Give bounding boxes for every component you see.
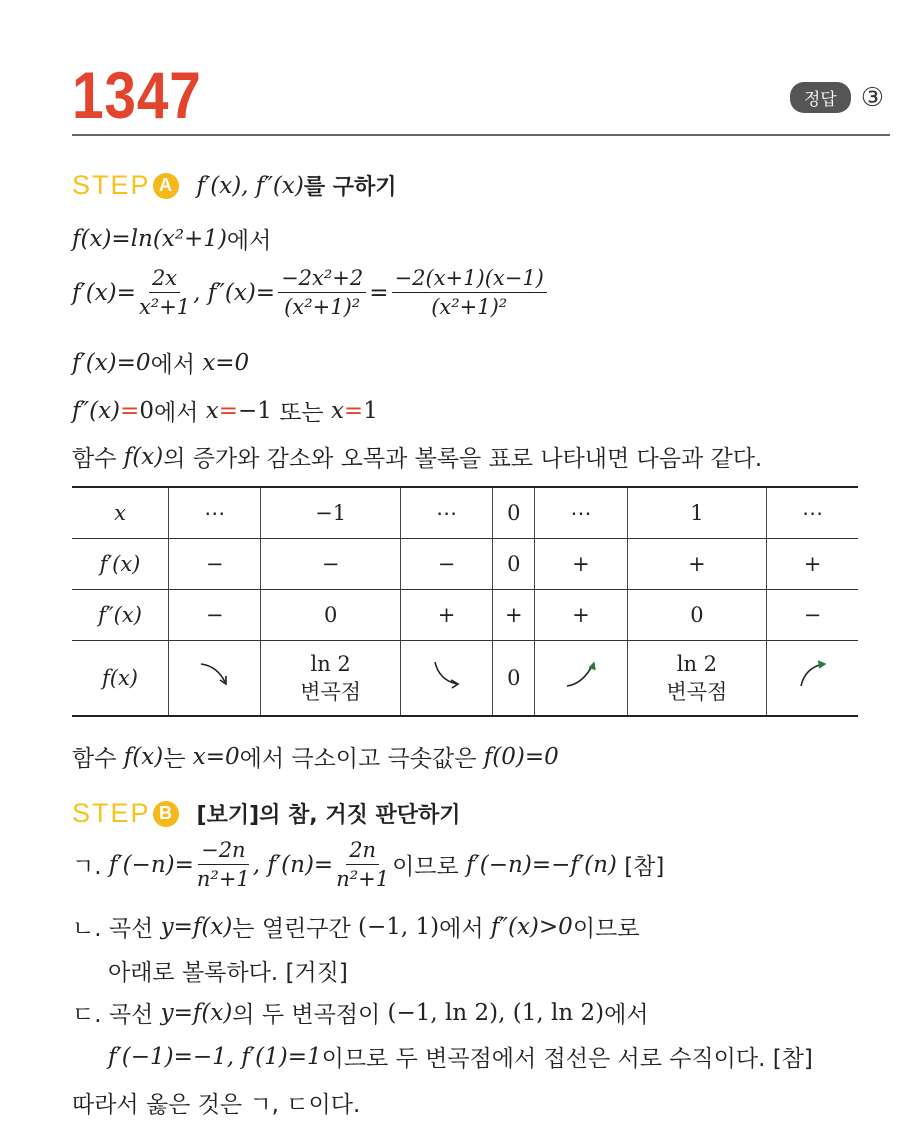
table-cell: − xyxy=(767,590,858,641)
table-cell: 0 xyxy=(627,590,766,641)
problem-number: 1347 xyxy=(72,58,202,132)
step-a-title-math: f′(x), f″(x) xyxy=(196,172,304,199)
table-row-x xyxy=(72,487,858,539)
step-label: STEP xyxy=(72,170,151,200)
fpp-numerator-2: −2(x+1)(x−1) xyxy=(392,266,547,293)
table-cell: 0 xyxy=(493,487,535,539)
table-row-f xyxy=(72,641,858,717)
item-n-c: 는 열린구간 xyxy=(232,916,351,942)
zero2-x2: x xyxy=(330,397,344,424)
equals-sign: = xyxy=(369,279,389,306)
item-d-m3: f′(−1)=−1, f′(1)=1 xyxy=(108,1043,322,1070)
table-cell: f(x) xyxy=(72,641,169,717)
fpp-lhs: , f″(x)= xyxy=(193,279,276,306)
table-cell: x xyxy=(72,487,169,539)
item-d-b: 곡선 xyxy=(108,1002,154,1028)
step-label: STEP xyxy=(72,798,151,828)
second-derivative-zero xyxy=(72,394,378,427)
table-cell xyxy=(535,641,627,717)
zero2-or: 또는 xyxy=(279,400,324,426)
fpp-denominator-2: (x²+1)² xyxy=(431,295,508,319)
item-n-m3: f″(x)>0 xyxy=(490,913,573,940)
item-g-num2: 2n xyxy=(346,838,379,865)
conclusion-line xyxy=(72,740,559,773)
table-cell xyxy=(400,641,492,717)
item-n-d: 에서 xyxy=(439,916,484,942)
table-cell: − xyxy=(169,590,261,641)
table-cell xyxy=(261,641,400,717)
header-divider xyxy=(72,134,890,136)
table-row-fdouble xyxy=(72,590,858,641)
item-n-line2: 아래로 볼록하다. [거짓] xyxy=(108,960,348,986)
item-d-e: 이므로 두 변곡점에서 접선은 서로 수직이다. [참] xyxy=(321,1046,813,1072)
item-d xyxy=(72,996,649,1029)
zero1-solution: x=0 xyxy=(202,349,250,376)
final-answer: 따라서 옳은 것은 ㄱ, ㄷ이다. xyxy=(72,1092,361,1118)
fp-fraction xyxy=(139,266,190,319)
item-g-label: ㄱ. xyxy=(72,854,102,880)
item-n-m2: (−1, 1) xyxy=(358,913,440,940)
table-cell: − xyxy=(400,539,492,590)
table-cell: − xyxy=(169,539,261,590)
zero2-eq2: = xyxy=(218,397,238,424)
item-n-m1: y=f(x) xyxy=(160,913,233,940)
table-cell: ⋯ xyxy=(169,487,261,539)
table-cell: + xyxy=(767,539,858,590)
zero2-zero: 0 xyxy=(139,397,154,424)
zero2-v2: 1 xyxy=(363,397,378,424)
table-cell xyxy=(169,641,261,717)
table-cell: −1 xyxy=(261,487,400,539)
concave-up-increasing-arrow-icon xyxy=(561,658,601,690)
zero2-v1: −1 xyxy=(237,397,272,424)
item-g-num1: −2n xyxy=(198,838,248,865)
item-n-label: ㄴ. xyxy=(72,916,102,942)
table-cell: + xyxy=(493,590,535,641)
fp-denominator: x²+1 xyxy=(138,295,191,319)
inflection-label: 변곡점 xyxy=(666,680,728,704)
zero2-eq: = xyxy=(120,397,140,424)
fpp-numerator-1: −2x²+2 xyxy=(278,266,366,293)
item-n xyxy=(72,910,639,943)
table-intro-math: f(x) xyxy=(123,443,164,470)
given-function xyxy=(72,222,271,255)
item-g-fraction-1 xyxy=(197,838,250,891)
inflection-label: 변곡점 xyxy=(300,680,362,704)
table-cell: 0 xyxy=(493,641,535,717)
conclusion-c: 에서 극소이고 극솟값은 xyxy=(239,746,477,772)
item-g-fraction-2 xyxy=(336,838,389,891)
zero1-math: f′(x)=0 xyxy=(72,349,151,376)
answer-value: ③ xyxy=(860,82,884,113)
table-cell: + xyxy=(535,539,627,590)
step-letter-badge: A xyxy=(153,173,179,199)
step-a-heading xyxy=(72,170,397,201)
concave-down-increasing-arrow-icon xyxy=(793,658,833,690)
item-g-m3: f′(−n)=−f′(n) xyxy=(466,851,617,878)
item-d-m2: (−1, ln 2), (1, ln 2) xyxy=(387,999,605,1026)
table-cell: ⋯ xyxy=(767,487,858,539)
first-derivative-zero xyxy=(72,346,249,379)
zero2-x1: x xyxy=(205,397,219,424)
zero1-text: 에서 xyxy=(150,352,195,378)
table-cell: + xyxy=(535,590,627,641)
table-cell: f″(x) xyxy=(72,590,169,641)
item-g-m2: , f′(n)= xyxy=(252,851,334,878)
item-g-m1: f′(−n)= xyxy=(108,851,194,878)
item-n-b: 곡선 xyxy=(108,916,154,942)
table-intro-b: 의 증가와 감소와 오목과 볼록을 표로 나타내면 다음과 같다. xyxy=(163,446,763,472)
concave-down-decreasing-arrow-icon xyxy=(195,658,235,690)
table-intro-a: 함수 xyxy=(72,446,117,472)
concave-up-decreasing-arrow-icon xyxy=(427,658,467,690)
item-g-den1: n²+1 xyxy=(196,867,250,891)
fp-numerator: 2x xyxy=(149,266,180,293)
zero2-eq3: = xyxy=(343,397,364,424)
item-g xyxy=(72,838,664,891)
zero2-math: f″(x) xyxy=(72,397,121,424)
table-cell: f′(x) xyxy=(72,539,169,590)
item-g-den2: n²+1 xyxy=(336,867,390,891)
table-cell: 0 xyxy=(261,590,400,641)
step-a-title: 를 구하기 xyxy=(303,175,397,200)
item-g-verdict: [참] xyxy=(624,854,665,880)
table-cell xyxy=(627,641,766,717)
conclusion-m3: f(0)=0 xyxy=(483,743,559,770)
table-cell: 0 xyxy=(493,539,535,590)
conclusion-b: 는 xyxy=(163,746,186,772)
variation-table xyxy=(72,486,858,717)
fpp-fraction-1 xyxy=(278,266,366,319)
table-cell: ⋯ xyxy=(400,487,492,539)
step-b-heading xyxy=(72,798,461,829)
table-row-fprime xyxy=(72,539,858,590)
table-intro xyxy=(72,440,762,473)
item-d-m1: y=f(x) xyxy=(160,999,233,1026)
conclusion-m1: f(x) xyxy=(123,743,164,770)
given-math: f(x)=ln(x²+1) xyxy=(72,225,227,252)
fp-lhs: f′(x)= xyxy=(72,279,136,306)
table-cell xyxy=(767,641,858,717)
fpp-denominator-1: (x²+1)² xyxy=(284,295,361,319)
given-suffix: 에서 xyxy=(226,228,272,254)
item-d-line2 xyxy=(108,1040,813,1073)
item-g-text: 이므로 xyxy=(392,854,459,880)
step-letter-badge: B xyxy=(153,801,179,827)
answer xyxy=(790,82,884,113)
item-d-label: ㄷ. xyxy=(72,1002,102,1028)
table-cell: ⋯ xyxy=(535,487,627,539)
step-b-title: [보기]의 참, 거짓 판단하기 xyxy=(196,803,461,828)
item-n-e: 이므로 xyxy=(572,916,640,942)
zero2-text: 에서 xyxy=(153,400,199,426)
derivatives-line xyxy=(72,266,550,319)
conclusion-m2: x=0 xyxy=(192,743,240,770)
conclusion-a: 함수 xyxy=(72,746,117,772)
table-cell: 1 xyxy=(627,487,766,539)
answer-badge: 정답 xyxy=(790,82,851,113)
item-d-d: 에서 xyxy=(604,1002,649,1028)
table-cell: − xyxy=(261,539,400,590)
inflection-value: ln 2 xyxy=(676,651,718,676)
table-cell: + xyxy=(627,539,766,590)
inflection-value: ln 2 xyxy=(310,651,351,676)
fpp-fraction-2 xyxy=(392,266,547,319)
item-d-c: 의 두 변곡점이 xyxy=(232,1002,381,1028)
table-cell: + xyxy=(400,590,492,641)
